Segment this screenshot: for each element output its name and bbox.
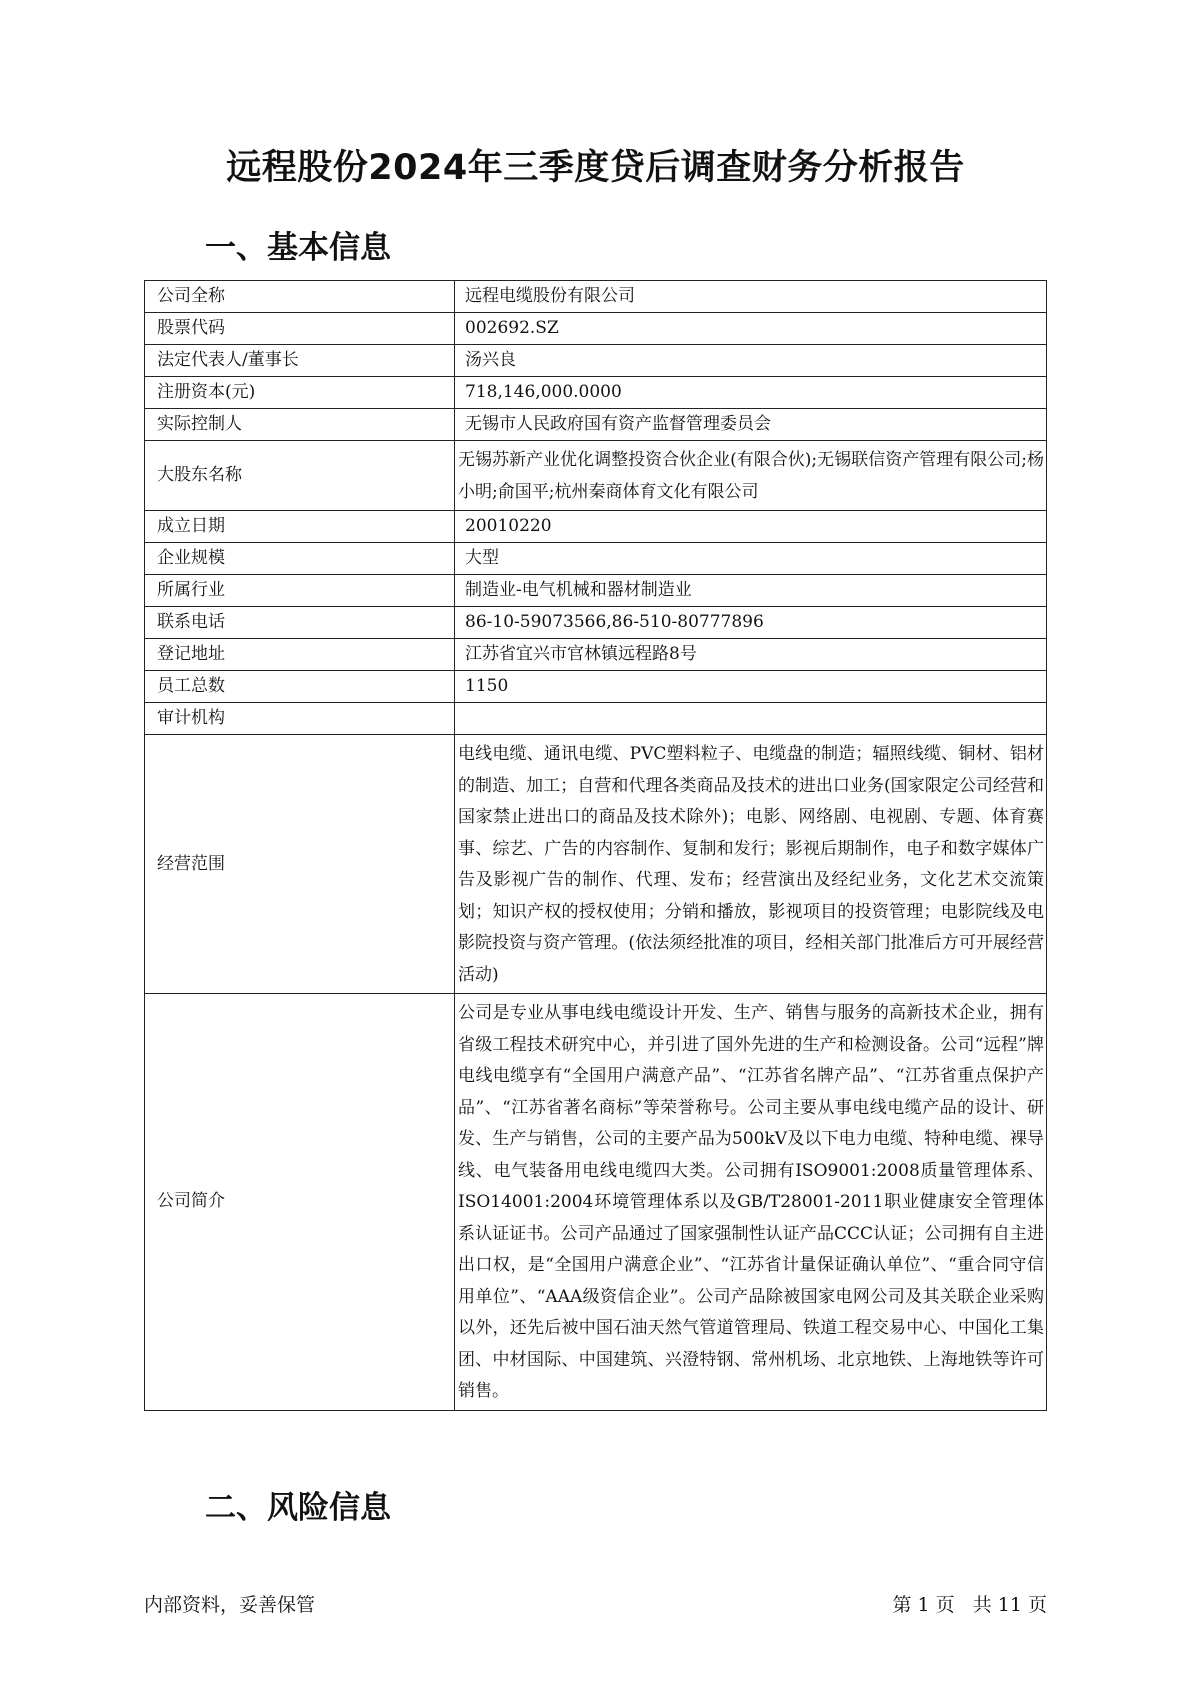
table-row xyxy=(145,511,1047,543)
row-label: 成立日期 xyxy=(145,511,455,543)
row-label: 审计机构 xyxy=(145,703,455,735)
row-label: 企业规模 xyxy=(145,543,455,575)
row-value: 002692.SZ xyxy=(455,313,1047,345)
table-row xyxy=(145,409,1047,441)
section-heading-basic-info: 一、基本信息 xyxy=(205,230,391,266)
row-label: 股票代码 xyxy=(145,313,455,345)
row-value: 远程电缆股份有限公司 xyxy=(455,281,1047,313)
row-label: 联系电话 xyxy=(145,607,455,639)
row-label: 大股东名称 xyxy=(145,441,455,511)
page-number: 第 1 页 共 11 页 xyxy=(892,1594,1047,1616)
table-row xyxy=(145,377,1047,409)
row-label: 实际控制人 xyxy=(145,409,455,441)
row-value: 制造业-电气机械和器材制造业 xyxy=(455,575,1047,607)
row-value xyxy=(455,703,1047,735)
table-row xyxy=(145,281,1047,313)
row-label: 员工总数 xyxy=(145,671,455,703)
table-row xyxy=(145,639,1047,671)
table-row xyxy=(145,345,1047,377)
row-label: 公司全称 xyxy=(145,281,455,313)
row-label: 所属行业 xyxy=(145,575,455,607)
row-value: 1150 xyxy=(455,671,1047,703)
table-row xyxy=(145,313,1047,345)
table-row xyxy=(145,735,1047,994)
row-value: 无锡苏新产业优化调整投资合伙企业(有限合伙);无锡联信资产管理有限公司;杨小明;俞国平;杭州秦商体育文化有限公司 xyxy=(455,441,1047,511)
table-row xyxy=(145,994,1047,1411)
table-row xyxy=(145,575,1047,607)
row-label: 登记地址 xyxy=(145,639,455,671)
report-title: 远程股份2024年三季度贷后调查财务分析报告 xyxy=(226,148,965,188)
row-value: 20010220 xyxy=(455,511,1047,543)
row-value: 汤兴良 xyxy=(455,345,1047,377)
row-label: 注册资本(元) xyxy=(145,377,455,409)
row-value: 86-10-59073566,86-510-80777896 xyxy=(455,607,1047,639)
table-row xyxy=(145,441,1047,511)
table-row xyxy=(145,671,1047,703)
table-row xyxy=(145,607,1047,639)
row-value: 公司是专业从事电线电缆设计开发、生产、销售与服务的高新技术企业，拥有省级工程技术研究中心，并引进了国外先进的生产和检测设备。公司“远程”牌电线电缆享有“全国用户满意产品”、“江苏省名牌产品”、“江苏省重点保护产品”、“江苏省著名商标”等荣誉称号。公司主要从事电线电缆产品的设计、研发、生产与销售，公司的主要产品为500kV及以下电力电缆、特种电缆、裸导线、电气装备用电线电缆四大类。公司拥有ISO9001:2008质量管理体系、ISO14001:2004环境管理体系以及GB/T28001-2011职业健康安全管理体系认证证书。公司产品通过了国家强制性认证产品CCC认证；公司拥有自主进出口权，是“全国用户满意企业”、“江苏省计量保证确认单位”、“重合同守信用单位”、“AAA级资信企业”。公司产品除被国家电网公司及其关联企业采购以外，还先后被中国石油天然气管道管理局、铁道工程交易中心、中国化工集团、中材国际、中国建筑、兴澄特钢、常州机场、北京地铁、上海地铁等许可销售。 xyxy=(455,994,1047,1411)
table-row xyxy=(145,543,1047,575)
row-value: 江苏省宜兴市官林镇远程路8号 xyxy=(455,639,1047,671)
row-label: 法定代表人/董事长 xyxy=(145,345,455,377)
row-value: 大型 xyxy=(455,543,1047,575)
footer-confidential-note: 内部资料，妥善保管 xyxy=(144,1594,316,1616)
row-value: 718,146,000.0000 xyxy=(455,377,1047,409)
section-heading-risk-info: 二、风险信息 xyxy=(205,1490,391,1526)
row-label: 公司简介 xyxy=(145,994,455,1411)
row-value: 电线电缆、通讯电缆、PVC塑料粒子、电缆盘的制造；辐照线缆、铜材、铝材的制造、加工；自营和代理各类商品及技术的进出口业务(国家限定公司经营和国家禁止进出口的商品及技术除外)；电影、网络剧、电视剧、专题、体育赛事、综艺、广告的内容制作、复制和发行；影视后期制作，电子和数字媒体广告及影视广告的制作、代理、发布；经营演出及经纪业务，文化艺术交流策划；知识产权的授权使用；分销和播放，影视项目的投资管理；电影院线及电影院投资与资产管理。(依法须经批准的项目，经相关部门批准后方可开展经营活动) xyxy=(455,735,1047,994)
basic-info-table xyxy=(144,280,1047,1411)
row-value: 无锡市人民政府国有资产监督管理委员会 xyxy=(455,409,1047,441)
table-row xyxy=(145,703,1047,735)
row-label: 经营范围 xyxy=(145,735,455,994)
